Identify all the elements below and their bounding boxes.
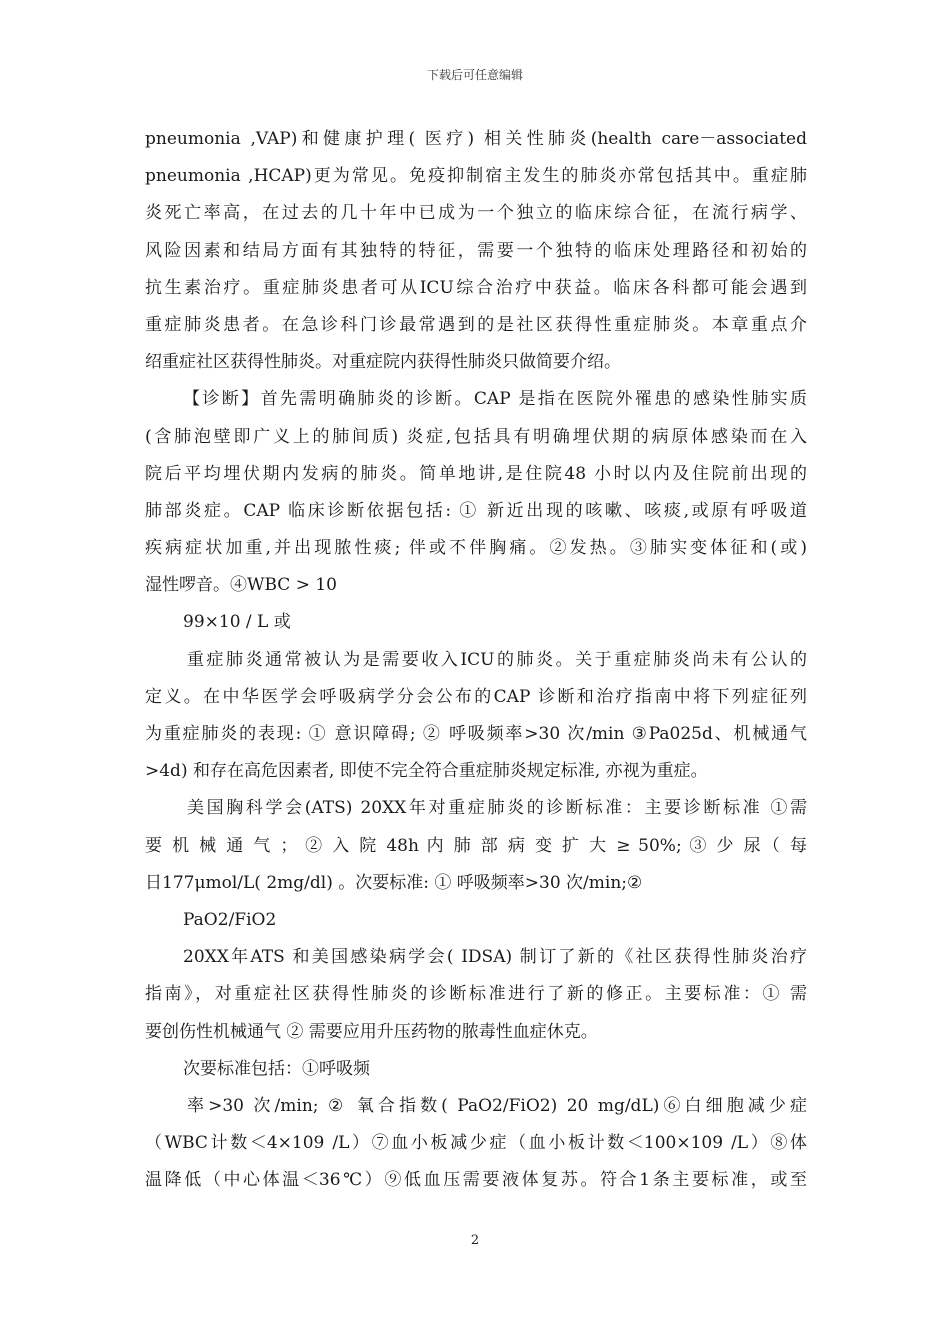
text-line: 为重症肺炎的表现: ① 意识障碍; ② 呼吸频率>30 次/min ③Pa025d、机械通气 bbox=[145, 724, 807, 744]
text-line: 次要标准包括：①呼吸频 bbox=[183, 1058, 370, 1079]
text-line: 绍重症社区获得性肺炎。对重症院内获得性肺炎只做简要介绍。 bbox=[145, 352, 621, 373]
text-line: 率>30 次/min; ② 氧合指数( PaO2/FiO2) 20 mg/dL)⑥白细胞减少症 bbox=[187, 1095, 807, 1116]
text-line: 99×10 / L 或 bbox=[183, 612, 291, 633]
text-line: 抗生素治疗。重症肺炎患者可从ICU综合治疗中获益。临床各科都可能会遇到 bbox=[145, 277, 807, 298]
text-line: 风险因素和结局方面有其独特的特征，需要一个独特的临床处理路径和初始的 bbox=[145, 240, 807, 261]
text-line: 院后平均埋伏期内发病的肺炎。简单地讲,是住院48 小时以内及住院前出现的 bbox=[145, 463, 807, 484]
text-line: pneumonia ,VAP)和健康护理( 医疗) 相关性肺炎(health care－associated bbox=[145, 129, 807, 149]
text-line: 指南》，对重症社区获得性肺炎的诊断标准进行了新的修正。主要标准：① 需 bbox=[145, 984, 807, 1005]
text-line: 重症肺炎患者。在急诊科门诊最常遇到的是社区获得性重症肺炎。本章重点介 bbox=[145, 314, 807, 335]
text-line: >4d) 和存在高危因素者, 即使不完全符合重症肺炎规定标准, 亦视为重症。 bbox=[145, 761, 708, 782]
page-header: 下载后可任意编辑 bbox=[426, 68, 523, 82]
text-line: pneumonia ,HCAP)更为常见。免疫抑制宿主发生的肺炎亦常包括其中。重症肺 bbox=[145, 166, 807, 187]
text-line: 炎死亡率高，在过去的几十年中已成为一个独立的临床综合征，在流行病学、 bbox=[145, 203, 807, 224]
text-line: 要 机 械 通 气 ； ② 入 院 48h 内 肺 部 病 变 扩 大 ≥ 50%; ③ 少 尿（ 每 bbox=[145, 835, 807, 856]
text-line: 要创伤性机械通气 ② 需要应用升压药物的脓毒性血症休克。 bbox=[145, 1021, 598, 1042]
text-line: 重症肺炎通常被认为是需要收入ICU的肺炎。关于重症肺炎尚未有公认的 bbox=[187, 649, 807, 670]
text-line: 湿性啰音。④WBC > 10 bbox=[145, 575, 337, 596]
document-body bbox=[145, 121, 807, 1199]
text-line: 20XX年ATS 和美国感染病学会( IDSA) 制订了新的《社区获得性肺炎治疗 bbox=[183, 947, 807, 968]
page-number: 2 bbox=[470, 1233, 480, 1248]
text-line: 【诊断】首先需明确肺炎的诊断。CAP 是指在医院外罹患的感染性肺实质 bbox=[183, 389, 807, 410]
text-line: 定义。在中华医学会呼吸病学分会公布的CAP 诊断和治疗指南中将下列症征列 bbox=[145, 686, 807, 707]
text-line: 肺部炎症。CAP 临床诊断依据包括: ① 新近出现的咳嗽、咳痰,或原有呼吸道 bbox=[145, 500, 807, 521]
text-line: 美国胸科学会(ATS) 20XX年对重症肺炎的诊断标准：主要诊断标准 ①需 bbox=[187, 798, 807, 819]
text-line: PaO2/FiO2 bbox=[183, 909, 277, 930]
text-line: 温降低（中心体温＜36℃）⑨低血压需要液体复苏。符合1条主要标准，或至 bbox=[145, 1170, 807, 1191]
text-line: (含肺泡壁即广义上的肺间质) 炎症,包括具有明确埋伏期的病原体感染而在入 bbox=[145, 426, 807, 447]
text-line: 疾病症状加重,并出现脓性痰; 伴或不伴胸痛。②发热。③肺实变体征和(或) bbox=[145, 538, 807, 559]
text-line: 日177μmol/L( 2mg/dl) 。次要标准: ① 呼吸频率>30 次/min;② bbox=[145, 872, 643, 893]
text-line: （WBC计数＜4×109 /L）⑦血小板减少症（血小板计数＜100×109 /L）⑧体 bbox=[145, 1133, 807, 1154]
